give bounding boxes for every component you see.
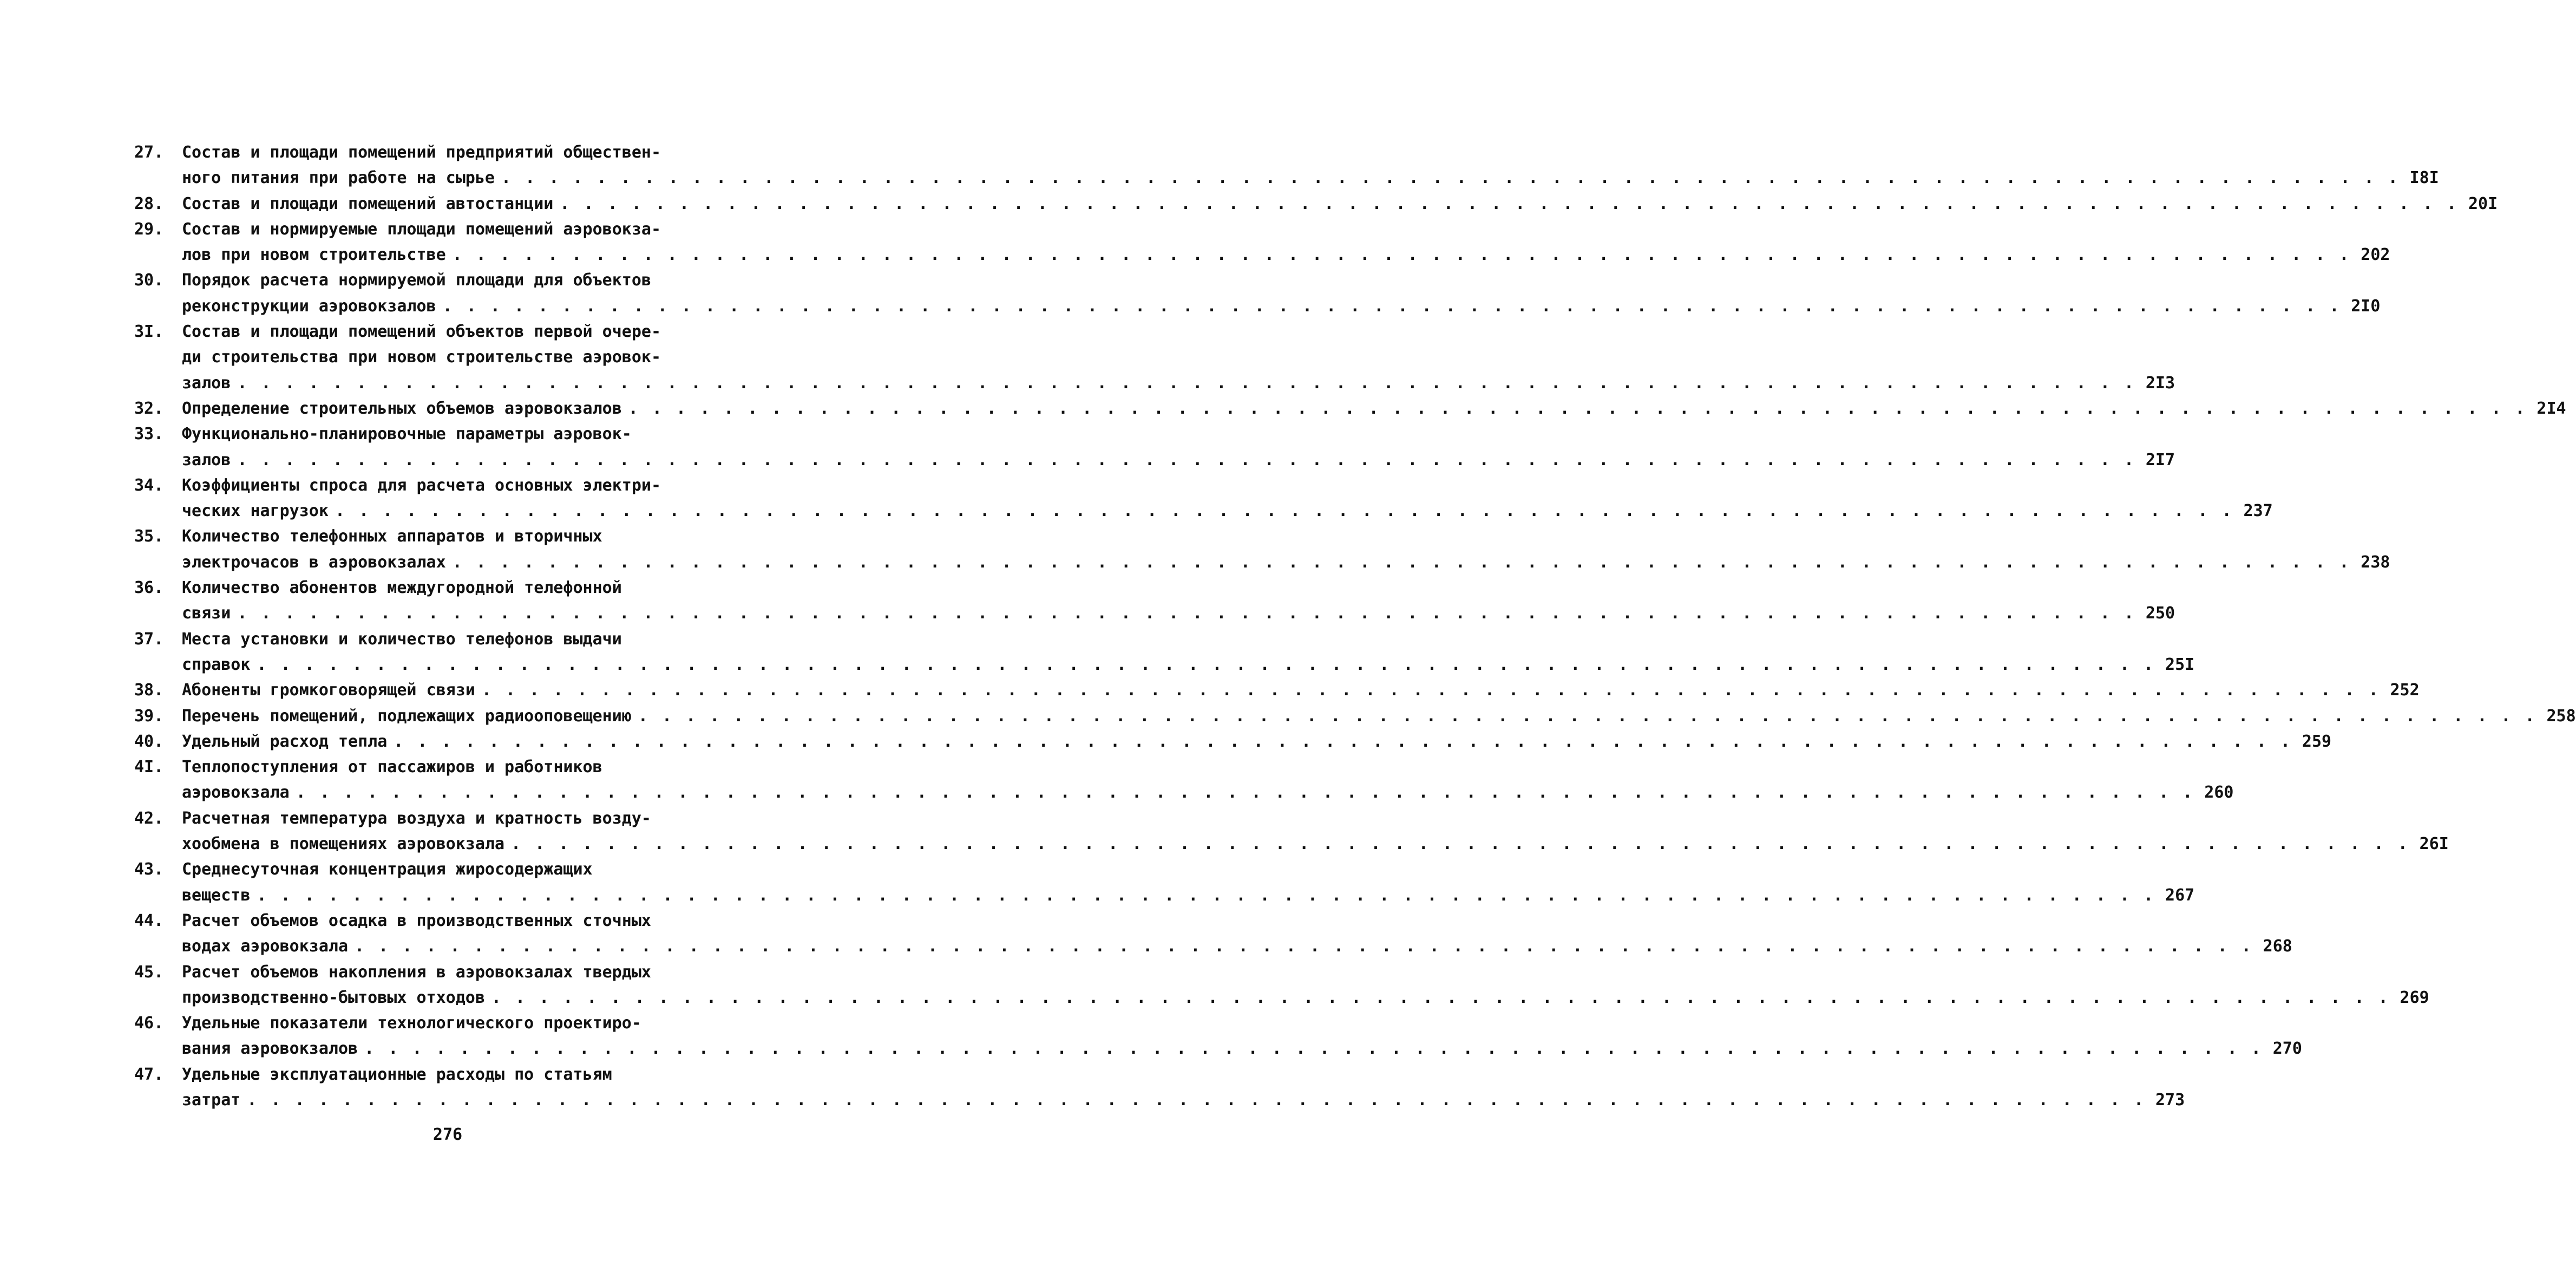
toc-entry [134,960,2429,1011]
toc-entry-body [182,217,2390,268]
toc-entry-last-line [182,191,2498,217]
toc-entry-title-line: аэровокзала [182,783,290,802]
toc-entry-last-line [182,1036,2302,1061]
toc-entry-body [182,575,2175,627]
toc-entry-body [182,524,2390,575]
toc-entry-number: 47. [134,1065,164,1084]
toc-entry-page: 2I3 [2145,373,2175,393]
toc-entry-page: 20I [2468,194,2498,213]
toc-entry-page: 238 [2361,552,2390,572]
toc-entry [134,396,2566,421]
toc-entry [134,857,2195,908]
dot-leader: . . . . . . . . . . . . . . . . . . . . . . . . . . . . . . . . . . . . . . . . . . . . . . . . . . . . . . . . . . . . . . . . . . . . . . . . . . . . . . . . [560,194,2459,213]
dot-leader: . . . . . . . . . . . . . . . . . . . . . . . . . . . . . . . . . . . . . . . . . . . . . . . . . . . . . . . . . . . . . . . . . . . . . . . . . . . . . . . . [442,296,2342,316]
toc-entry-last-line [182,550,2390,575]
dot-leader: . . . . . . . . . . . . . . . . . . . . . . . . . . . . . . . . . . . . . . . . . . . . . . . . . . . . . . . . . . . . . . . . . . . . . . . . . . . . . . . . [481,681,2381,700]
toc-entry-body [182,191,2498,217]
toc-entry-body [182,703,2576,729]
toc-entry-number: 35. [134,527,164,546]
toc-entry-number: 38. [134,681,164,700]
toc-entry-page: 269 [2400,988,2429,1007]
toc-entry-title-line: ди строительства при новом строительстве аэровок- [182,348,661,367]
dot-leader: . . . . . . . . . . . . . . . . . . . . . . . . . . . . . . . . . . . . . . . . . . . . . . . . . . . . . . . . . . . . . . . . . . . . . . . . . . . . . . . . [335,501,2234,521]
toc-entry-number: 30. [134,271,164,290]
toc-entry [134,729,2332,754]
toc-entry-title-line: хообмена в помещениях аэровокзала [182,834,505,854]
toc-entry-title-line: Функционально-планировочные параметры аэровок- [182,425,632,444]
toc-entry-page: 270 [2272,1039,2302,1059]
dot-leader: . . . . . . . . . . . . . . . . . . . . . . . . . . . . . . . . . . . . . . . . . . . . . . . . . . . . . . . . . . . . . . . . . . . . . . . . . . . . . . . . [237,450,2136,469]
toc-entry-last-line [182,934,2292,959]
toc-entry-body [182,267,2381,319]
toc-entry-number: 43. [134,860,164,879]
toc-entry-title-line: лов при новом строительстве [182,245,446,265]
toc-entry-body [182,319,2175,396]
toc-entry [134,908,2292,960]
toc-entry-page: 250 [2145,604,2175,623]
toc-entry-last-line [182,831,2449,857]
toc-entry-last-line [182,370,2175,396]
toc-entry-last-line [182,652,2195,677]
toc-entry-number: 29. [134,219,164,239]
toc-entry-last-line [182,498,2273,524]
toc-entry [134,1010,2302,1062]
toc-entry-number: 37. [134,629,164,649]
toc-entry-number: 42. [134,808,164,828]
toc-entry-number: 46. [134,1014,164,1033]
toc-entry-last-line [182,601,2175,626]
toc-entry-title-line: Определение строительных объемов аэровокзалов [182,399,622,418]
dot-leader: . . . . . . . . . . . . . . . . . . . . . . . . . . . . . . . . . . . . . . . . . . . . . . . . . . . . . . . . . . . . . . . . . . . . . . . . . . . . . . . . [237,373,2136,393]
dot-leader: . . . . . . . . . . . . . . . . . . . . . . . . . . . . . . . . . . . . . . . . . . . . . . . . . . . . . . . . . . . . . . . . . . . . . . . . . . . . . . . . [355,937,2253,956]
toc-entry-number: 4I. [134,758,164,777]
toc-entry-number: 44. [134,911,164,930]
toc-entry [134,473,2273,524]
toc-entry-title-line: ческих нагрузок [182,501,329,521]
toc-entry [134,191,2498,217]
toc-entry-page: 2I0 [2351,296,2381,316]
toc-entry-title-line: электрочасов в аэровокзалах [182,552,446,572]
toc-entry-title-line: реконструкции аэровокзалов [182,296,436,316]
toc-entry-title-line: Расчет объемов накопления в аэровокзалах твердых [182,962,651,982]
toc-entry-page: 237 [2243,501,2273,521]
toc-entry-last-line [182,396,2566,421]
toc-entry-last-line [182,447,2175,473]
toc-entry [134,754,2234,806]
toc-entry-number: 3I. [134,322,164,342]
toc-entry [134,524,2390,575]
toc-entry [134,140,2439,191]
dot-leader: . . . . . . . . . . . . . . . . . . . . . . . . . . . . . . . . . . . . . . . . . . . . . . . . . . . . . . . . . . . . . . . . . . . . . . . . . . . . . . . . [501,168,2400,188]
toc-entry [134,421,2175,473]
toc-entry-number: 45. [134,962,164,982]
toc-entry-last-line [182,1087,2185,1113]
toc-entry-body [182,729,2332,754]
toc-entry-page: 260 [2204,783,2234,802]
toc-entry [134,319,2175,396]
toc-entry-last-line [182,985,2429,1010]
dot-leader: . . . . . . . . . . . . . . . . . . . . . . . . . . . . . . . . . . . . . . . . . . . . . . . . . . . . . . . . . . . . . . . . . . . . . . . . . . . . . . . . [237,604,2136,623]
toc-entry-title-line: Расчет объемов осадка в производственных сточных [182,911,651,930]
toc-entry-number: 40. [134,732,164,751]
dot-leader: . . . . . . . . . . . . . . . . . . . . . . . . . . . . . . . . . . . . . . . . . . . . . . . . . . . . . . . . . . . . . . . . . . . . . . . . . . . . . . . . [491,988,2390,1007]
toc-entry-title-line: Абоненты громкоговорящей связи [182,681,475,700]
toc-entry-title-line: Состав и площади помещений предприятий обществен- [182,143,661,162]
toc-entry-last-line [182,729,2332,754]
dot-leader: . . . . . . . . . . . . . . . . . . . . . . . . . . . . . . . . . . . . . . . . . . . . . . . . . . . . . . . . . . . . . . . . . . . . . . . . . . . . . . . . [257,885,2156,905]
toc-entry-body [182,806,2449,857]
toc-entry-title-line: Удельный расход тепла [182,732,388,751]
toc-entry-page: 273 [2155,1090,2185,1110]
toc-entry-page: 26I [2419,834,2449,854]
toc-entry-body [182,857,2195,908]
toc-entry-title-line: Порядок расчета нормируемой площади для объектов [182,271,651,290]
toc-entry-page: 268 [2263,937,2292,956]
toc-entry-title-line: Расчетная температура воздуха и кратность возду- [182,808,651,828]
table-of-contents [134,140,2576,1113]
toc-entry-page: 25I [2165,655,2195,674]
dot-leader: . . . . . . . . . . . . . . . . . . . . . . . . . . . . . . . . . . . . . . . . . . . . . . . . . . . . . . . . . . . . . . . . . . . . . . . . . . . . . . . . [638,706,2537,726]
toc-entry-title-line: Перечень помещений, подлежащих радиооповещению [182,706,632,726]
toc-entry-body [182,421,2175,473]
toc-entry-last-line [182,703,2576,729]
toc-entry-last-line [182,293,2381,319]
toc-entry-page: 202 [2361,245,2390,265]
toc-entry-number: 28. [134,194,164,213]
dot-leader: . . . . . . . . . . . . . . . . . . . . . . . . . . . . . . . . . . . . . . . . . . . . . . . . . . . . . . . . . . . . . . . . . . . . . . . . . . . . . . . . [394,732,2293,751]
toc-entry-title-line: веществ [182,885,251,905]
toc-entry-title-line: Количество телефонных аппаратов и вторичных [182,527,602,546]
toc-entry [134,575,2175,627]
toc-entry-title-line: Удельные эксплуатационные расходы по статьям [182,1065,612,1084]
toc-entry-page: 258 [2546,706,2576,726]
toc-entry [134,267,2381,319]
toc-entry-page: 267 [2165,885,2195,905]
dot-leader: . . . . . . . . . . . . . . . . . . . . . . . . . . . . . . . . . . . . . . . . . . . . . . . . . . . . . . . . . . . . . . . . . . . . . . . . . . . . . . . . [257,655,2156,674]
page-number: 276 [432,1125,463,1144]
toc-entry-body [182,677,2420,703]
toc-entry-page: 2I7 [2145,450,2175,469]
dot-leader: . . . . . . . . . . . . . . . . . . . . . . . . . . . . . . . . . . . . . . . . . . . . . . . . . . . . . . . . . . . . . . . . . . . . . . . . . . . . . . . . [364,1039,2263,1059]
toc-entry-body [182,1010,2302,1062]
toc-entry [134,806,2449,857]
toc-entry-title-line: залов [182,450,231,469]
toc-entry-title-line: Коэффициенты спроса для расчета основных электри- [182,475,661,495]
toc-entry-last-line [182,165,2439,191]
toc-entry-number: 32. [134,399,164,418]
toc-entry-page: 2I4 [2536,399,2566,418]
toc-entry-title-line: залов [182,373,231,393]
dot-leader: . . . . . . . . . . . . . . . . . . . . . . . . . . . . . . . . . . . . . . . . . . . . . . . . . . . . . . . . . . . . . . . . . . . . . . . . . . . . . . . . [247,1090,2146,1110]
toc-entry-body [182,473,2273,524]
toc-entry-body [182,908,2292,960]
toc-entry-last-line [182,242,2390,267]
toc-entry-page: 252 [2390,681,2420,700]
toc-entry-body [182,396,2566,421]
toc-entry-body [182,754,2234,806]
toc-entry [134,627,2195,678]
toc-entry-page: I8I [2409,168,2439,188]
dot-leader: . . . . . . . . . . . . . . . . . . . . . . . . . . . . . . . . . . . . . . . . . . . . . . . . . . . . . . . . . . . . . . . . . . . . . . . . . . . . . . . . [511,834,2410,854]
toc-entry-last-line [182,780,2234,805]
toc-entry [134,1062,2185,1113]
toc-entry-number: 39. [134,706,164,726]
dot-leader: . . . . . . . . . . . . . . . . . . . . . . . . . . . . . . . . . . . . . . . . . . . . . . . . . . . . . . . . . . . . . . . . . . . . . . . . . . . . . . . . [452,552,2351,572]
toc-entry-title-line: Количество абонентов междугородной телефонной [182,578,622,598]
toc-entry-title-line: ного питания при работе на сырье [182,168,495,188]
toc-entry-title-line: Места установки и количество телефонов выдачи [182,629,622,649]
toc-entry-body [182,140,2439,191]
toc-entry-body [182,1062,2185,1113]
toc-entry-last-line [182,883,2195,908]
toc-entry-title-line: Состав и нормируемые площади помещений аэровокза- [182,219,661,239]
toc-entry-number: 36. [134,578,164,598]
toc-entry-page: 259 [2302,732,2332,751]
toc-entry-title-line: Теплопоступления от пассажиров и работников [182,758,602,777]
dot-leader: . . . . . . . . . . . . . . . . . . . . . . . . . . . . . . . . . . . . . . . . . . . . . . . . . . . . . . . . . . . . . . . . . . . . . . . . . . . . . . . . [296,783,2195,802]
toc-entry-number: 27. [134,143,164,162]
toc-entry-title-line: связи [182,604,231,623]
toc-entry-title-line: Среднесуточная концентрация жиросодержащих [182,860,593,879]
toc-entry-title-line: Состав и площади помещений автостанции [182,194,554,213]
toc-entry-title-line: производственно-бытовых отходов [182,988,485,1007]
toc-entry-title-line: Состав и площади помещений объектов первой очере- [182,322,661,342]
toc-entry-title-line: справок [182,655,251,674]
toc-entry-title-line: вания аэровокзалов [182,1039,358,1059]
dot-leader: . . . . . . . . . . . . . . . . . . . . . . . . . . . . . . . . . . . . . . . . . . . . . . . . . . . . . . . . . . . . . . . . . . . . . . . . . . . . . . . . [452,245,2351,265]
toc-entry [134,677,2420,703]
toc-entry-title-line: Удельные показатели технологического проектиро- [182,1014,641,1033]
toc-entry-body [182,960,2429,1011]
toc-entry-number: 34. [134,475,164,495]
toc-entry-number: 33. [134,425,164,444]
toc-entry [134,217,2390,268]
toc-entry-last-line [182,677,2420,703]
toc-entry [134,703,2576,729]
dot-leader: . . . . . . . . . . . . . . . . . . . . . . . . . . . . . . . . . . . . . . . . . . . . . . . . . . . . . . . . . . . . . . . . . . . . . . . . . . . . . . . . [628,399,2527,418]
toc-entry-body [182,627,2195,678]
toc-entry-title-line: затрат [182,1090,241,1110]
toc-entry-title-line: водах аэровокзала [182,937,349,956]
